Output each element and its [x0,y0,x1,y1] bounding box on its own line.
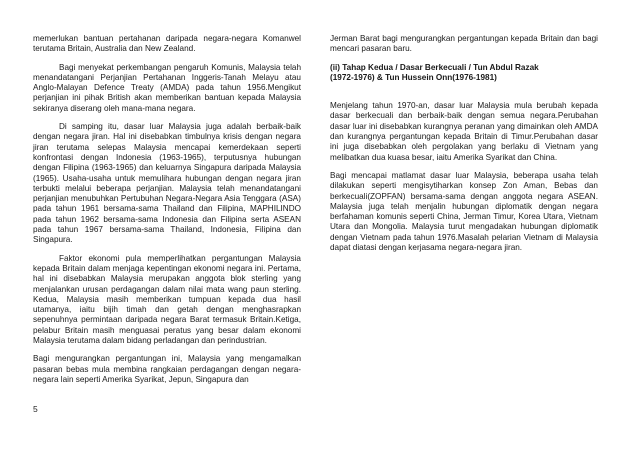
left-paragraph-5: Bagi mengurangkan pergantungan ini, Malaysia yang mengamalkan pasaran bebas mula membina rangkaian perdagangan dengan negara-negara lain seperti Amerika Syarikat, Jepun, Singapura dan [33,354,301,384]
left-column [33,34,301,393]
section-heading [330,63,598,84]
left-paragraph-3: Di samping itu, dasar luar Malaysia juga adalah berbaik-baik dengan negara jiran. Hal ini disebabkan timbulnya krisis dengan negara jiran terutama selepas Malaysia mencapai kemerdekaan seperti konfrontasi dengan Indonesia (1963-1965), terputusnya hubungan dengan Filipina (1963-1965) dan keluarnya Singapura daripada Malaysia (1965). Usaha-usaha untuk memulihara hubungan dengan negara jiran terbukti melalui beberapa perjanjian. Malaysia telah menandatangani perjanjian menubuhkan Pertubuhan Negara-Negara Asia Tenggara (ASA) pada tahun 1961 bersama-sama Thailand dan Filipina, MAPHILINDO pada tahun 1962 bersama-sama Indonesia dan Filipina serta ASEAN pada tahun 1967 bersama-sama Thailand, Indonesia, Filipina dan Singapura. [33,122,301,245]
right-column [330,34,598,261]
left-paragraph-1: memerlukan bantuan pertahanan daripada negara-negara Komanwel terutama Britain, Australia dan New Zealand. [33,34,301,54]
left-paragraph-4: Faktor ekonomi pula memperlihatkan pergantungan Malaysia kepada Britain dalam menjaga kepentingan ekonomi negara ini. Pertama, hal ini disebabkan Malaysia merupakan anggota blok sterling yang menjalankan urusan perdagangan dalam nilai mata wang paun sterling. Kedua, Malaysia masih memberikan tumpuan kepada dua hasil utamanya, iaitu bijih timah dan getah dengan menghasrapkan sepenuhnya permintaan daripada negara Barat termasuk Britain.Ketiga, pelabur Britain masih menguasai peratus yang besar dalam ekonomi Malaysia terutama dalam bidang perladangan dan perindustrian. [33,253,301,346]
right-paragraph-2: Bagi mencapai matlamat dasar luar Malaysia, beberapa usaha telah dilakukan seperti mengisytiharkan konsep Zon Aman, Bebas dan berkecuali(ZOPFAN) bersama-sama dengan anggota negara ASEAN. Malaysia juga telah menjalin hubungan diplomatik dengan negara berfahaman komunis seperti China, Jerman Timur, Korea Utara, Vietnam Utara dan Mongolia. Malaysia turut mengadakan hubungan diplomatik dengan Vietnam pada tahun 1976.Masalah pelarian Vietnam di Malaysia dapat diatasi dengan kerjasama negara-negara jiran. [330,170,598,253]
section-heading-line-2: (1972-1976) & Tun Hussein Onn(1976-1981) [330,72,497,82]
section-heading-line-1: (ii) Tahap Kedua / Dasar Berkecuali / Tun Abdul Razak [330,62,539,72]
right-paragraph-1: Menjelang tahun 1970-an, dasar luar Malaysia mula berubah kepada dasar berkecuali dan berbaik-baik dengan semua negara.Perubahan dasar luar ini disebabkan kurangnya peranan yang dimainkan oleh AMDA dan kurangnya pergantungan kepada Britain di Timur.Perubahan dasar ini juga disebabkan oleh pergolakan yang berlaku di Vietnam yang melibatkan dua kuasa besar, iaitu Amerika Syarikat dan China. [330,101,598,162]
page-number: 5 [33,404,38,414]
right-paragraph-top: Jerman Barat bagi mengurangkan pergantungan kepada Britain dan bagi mencari pasaran baru. [330,34,598,54]
left-paragraph-2: Bagi menyekat perkembangan pengaruh Komunis, Malaysia telah menandatangani Perjanjian Pertahanan Inggeris-Tanah Melayu atau Anglo-Malayan Defence Treaty (AMDA) pada tahun 1956.Mengikut perjanjian ini pihak British akan memberikan bantuan kepada Malaysia sekiranya diserang oleh mana-mana negara. [33,62,301,113]
